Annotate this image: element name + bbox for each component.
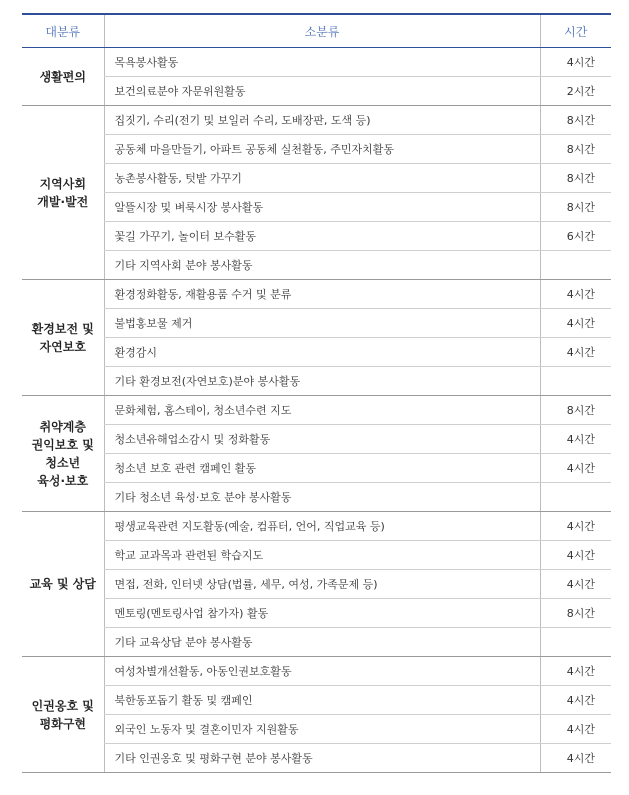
minor-category-cell: 문화체험, 홈스테이, 청소년수련 지도	[104, 396, 540, 425]
major-category-cell	[22, 657, 104, 773]
table-row	[22, 686, 611, 715]
minor-category-cell: 북한동포돕기 활동 및 캠페인	[104, 686, 540, 715]
minor-category-cell: 기타 인권옹호 및 평화구현 분야 봉사활동	[104, 744, 540, 773]
minor-category-cell: 농촌봉사활동, 텃밭 가꾸기	[104, 164, 540, 193]
table-row	[22, 570, 611, 599]
major-category-cell	[22, 48, 104, 106]
table-row	[22, 628, 611, 657]
minor-category-cell: 학교 교과목과 관련된 학습지도	[104, 541, 540, 570]
minor-category-cell: 공동체 마을만들기, 아파트 공동체 실천활동, 주민자치활동	[104, 135, 540, 164]
minor-category-cell: 외국인 노동자 및 결혼이민자 지원활동	[104, 715, 540, 744]
header-major-category: 대분류	[22, 14, 104, 48]
volunteer-hours-table	[22, 13, 611, 773]
minor-category-cell: 알뜰시장 및 벼룩시장 봉사활동	[104, 193, 540, 222]
major-category-cell	[22, 280, 104, 396]
table-row	[22, 396, 611, 425]
hours-cell: 4시간	[540, 570, 611, 599]
hours-cell: 8시간	[540, 193, 611, 222]
table-row	[22, 512, 611, 541]
volunteer-hours-table-container	[22, 13, 611, 773]
hours-cell: 4시간	[540, 715, 611, 744]
minor-category-cell: 환경감시	[104, 338, 540, 367]
table-row	[22, 193, 611, 222]
major-category-label: 생활편의	[39, 69, 86, 84]
minor-category-cell: 기타 환경보전(자연보호)분야 봉사활동	[104, 367, 540, 396]
hours-cell	[540, 251, 611, 280]
minor-category-cell: 보건의료분야 자문위원활동	[104, 77, 540, 106]
table-row	[22, 48, 611, 77]
hours-cell: 4시간	[540, 657, 611, 686]
hours-cell: 4시간	[540, 309, 611, 338]
major-category-label: 교육 및 상담	[29, 577, 96, 591]
table-body	[22, 48, 611, 773]
hours-cell: 8시간	[540, 396, 611, 425]
minor-category-cell: 꽃길 가꾸기, 놀이터 보수활동	[104, 222, 540, 251]
hours-cell: 8시간	[540, 164, 611, 193]
table-row	[22, 367, 611, 396]
hours-cell: 4시간	[540, 425, 611, 454]
table-row	[22, 338, 611, 367]
table-row	[22, 425, 611, 454]
minor-category-cell: 청소년 보호 관련 캠페인 활동	[104, 454, 540, 483]
table-header	[22, 14, 611, 48]
hours-cell: 4시간	[540, 454, 611, 483]
table-row	[22, 280, 611, 309]
table-row	[22, 164, 611, 193]
hours-cell: 4시간	[540, 686, 611, 715]
hours-cell: 4시간	[540, 744, 611, 773]
minor-category-cell: 청소년유해업소감시 및 정화활동	[104, 425, 540, 454]
major-category-label: 인권옹호 및 평화구현	[31, 698, 94, 731]
hours-cell	[540, 483, 611, 512]
hours-cell: 2시간	[540, 77, 611, 106]
major-category-cell	[22, 396, 104, 512]
minor-category-cell: 기타 교육상담 분야 봉사활동	[104, 628, 540, 657]
table-row	[22, 251, 611, 280]
table-row	[22, 77, 611, 106]
minor-category-cell: 여성차별개선활동, 아동인권보호활동	[104, 657, 540, 686]
minor-category-cell: 불법홍보물 제거	[104, 309, 540, 338]
major-category-label: 지역사회 개발·발전	[37, 176, 89, 209]
table-row	[22, 541, 611, 570]
hours-cell: 4시간	[540, 48, 611, 77]
minor-category-cell: 환경정화활동, 재활용품 수거 및 분류	[104, 280, 540, 309]
minor-category-cell: 목욕봉사활동	[104, 48, 540, 77]
hours-cell: 4시간	[540, 541, 611, 570]
major-category-label: 환경보전 및 자연보호	[31, 321, 94, 354]
hours-cell: 8시간	[540, 599, 611, 628]
minor-category-cell: 집짓기, 수리(전기 및 보일러 수리, 도배장판, 도색 등)	[104, 106, 540, 135]
table-row	[22, 135, 611, 164]
table-row	[22, 106, 611, 135]
hours-cell: 8시간	[540, 106, 611, 135]
header-minor-category: 소분류	[104, 14, 540, 48]
minor-category-cell: 멘토링(멘토링사업 참가자) 활동	[104, 599, 540, 628]
hours-cell: 8시간	[540, 135, 611, 164]
table-row	[22, 715, 611, 744]
major-category-cell	[22, 106, 104, 280]
table-row	[22, 309, 611, 338]
table-row	[22, 744, 611, 773]
table-row	[22, 599, 611, 628]
minor-category-cell: 기타 지역사회 분야 봉사활동	[104, 251, 540, 280]
table-row	[22, 454, 611, 483]
hours-cell	[540, 628, 611, 657]
minor-category-cell: 면접, 전화, 인터넷 상담(법률, 세무, 여성, 가족문제 등)	[104, 570, 540, 599]
hours-cell: 4시간	[540, 512, 611, 541]
table-row	[22, 657, 611, 686]
major-category-label: 취약계층 권익보호 및 청소년 육성·보호	[31, 419, 94, 488]
hours-cell: 4시간	[540, 280, 611, 309]
hours-cell: 6시간	[540, 222, 611, 251]
header-time: 시간	[540, 14, 611, 48]
major-category-cell	[22, 512, 104, 657]
hours-cell	[540, 367, 611, 396]
hours-cell: 4시간	[540, 338, 611, 367]
table-row	[22, 483, 611, 512]
minor-category-cell: 기타 청소년 육성·보호 분야 봉사활동	[104, 483, 540, 512]
table-row	[22, 222, 611, 251]
minor-category-cell: 평생교육관련 지도활동(예술, 컴퓨터, 언어, 직업교육 등)	[104, 512, 540, 541]
